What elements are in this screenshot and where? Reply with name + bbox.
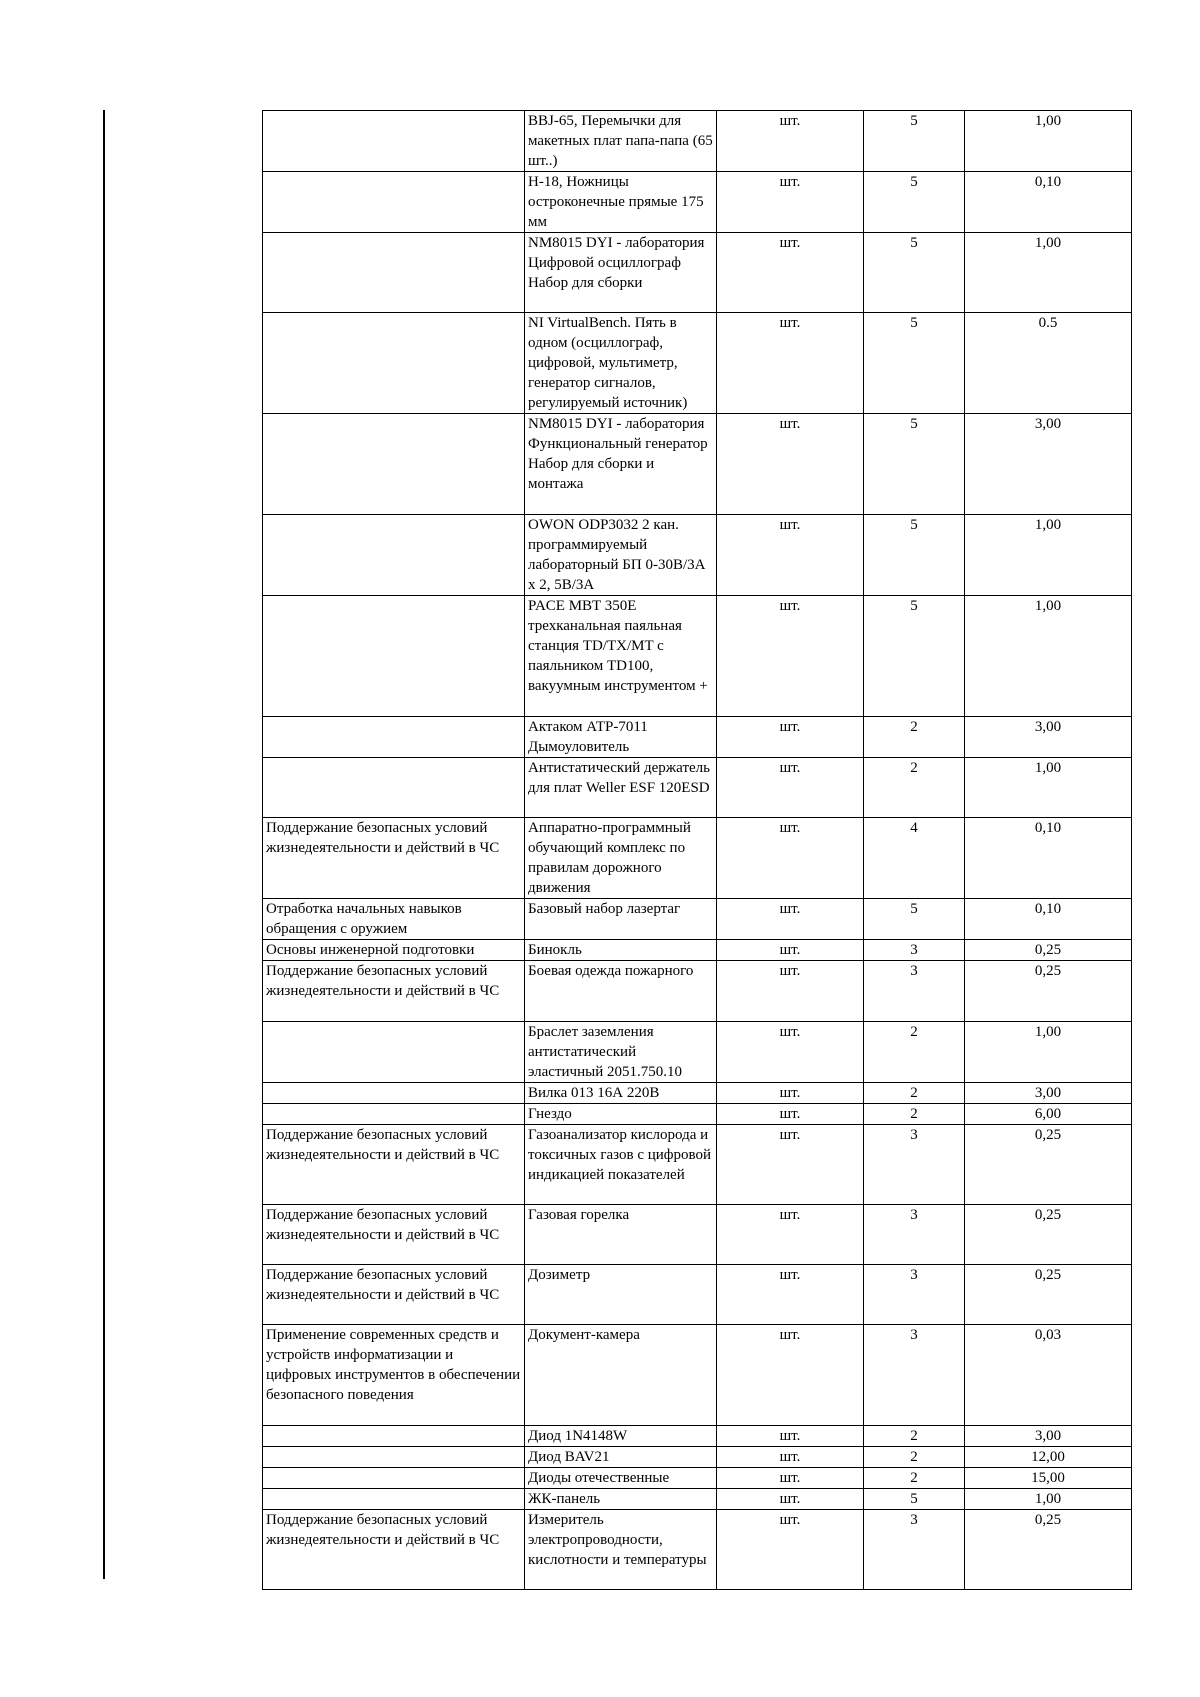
unit-cell: шт.: [717, 233, 864, 313]
table-row: [263, 1104, 1132, 1125]
item-name-cell: BBJ-65, Перемычки для макетных плат папа-папа (65 шт..): [525, 111, 717, 172]
quantity-cell: 5: [864, 899, 965, 940]
unit-cell: шт.: [717, 172, 864, 233]
table-row: [263, 111, 1132, 172]
value-cell: 0,03: [965, 1325, 1132, 1426]
section-cell: [263, 596, 525, 717]
unit-cell: шт.: [717, 961, 864, 1022]
item-name-cell: NI VirtualBench. Пять в одном (осциллограф, цифровой, мультиметр, генератор сигналов, регулируемый источник): [525, 313, 717, 414]
item-name-cell: Бинокль: [525, 940, 717, 961]
quantity-cell: 3: [864, 1510, 965, 1590]
item-name-cell: NM8015 DYI - лаборатория Цифровой осциллограф Набор для сборки: [525, 233, 717, 313]
table-row: [263, 515, 1132, 596]
quantity-cell: 2: [864, 758, 965, 818]
unit-cell: шт.: [717, 111, 864, 172]
section-cell: Поддержание безопасных условий жизнедеятельности и действий в ЧС: [263, 1125, 525, 1205]
section-cell: [263, 1104, 525, 1125]
table-row: [263, 1447, 1132, 1468]
section-cell: [263, 1489, 525, 1510]
section-cell: [263, 233, 525, 313]
unit-cell: шт.: [717, 1325, 864, 1426]
quantity-cell: 2: [864, 1022, 965, 1083]
unit-cell: шт.: [717, 758, 864, 818]
item-name-cell: Браслет заземления антистатический эластичный 2051.750.10: [525, 1022, 717, 1083]
quantity-cell: 2: [864, 1447, 965, 1468]
table-row: [263, 1265, 1132, 1325]
unit-cell: шт.: [717, 1083, 864, 1104]
value-cell: 1,00: [965, 111, 1132, 172]
table-row: [263, 1510, 1132, 1590]
table-row: [263, 414, 1132, 515]
quantity-cell: 5: [864, 515, 965, 596]
value-cell: 0,25: [965, 1125, 1132, 1205]
table-row: [263, 1325, 1132, 1426]
quantity-cell: 5: [864, 111, 965, 172]
section-cell: [263, 515, 525, 596]
value-cell: 0,25: [965, 961, 1132, 1022]
item-name-cell: Документ-камера: [525, 1325, 717, 1426]
value-cell: 15,00: [965, 1468, 1132, 1489]
value-cell: 0,10: [965, 818, 1132, 899]
item-name-cell: Диоды отечественные: [525, 1468, 717, 1489]
quantity-cell: 5: [864, 414, 965, 515]
unit-cell: шт.: [717, 1489, 864, 1510]
item-name-cell: Актаком АТР-7011 Дымоуловитель: [525, 717, 717, 758]
quantity-cell: 3: [864, 1205, 965, 1265]
section-cell: Поддержание безопасных условий жизнедеятельности и действий в ЧС: [263, 1265, 525, 1325]
section-cell: [263, 1083, 525, 1104]
item-name-cell: Дозиметр: [525, 1265, 717, 1325]
unit-cell: шт.: [717, 818, 864, 899]
value-cell: 0,25: [965, 1205, 1132, 1265]
value-cell: 0,25: [965, 1265, 1132, 1325]
table-row: [263, 818, 1132, 899]
value-cell: 3,00: [965, 717, 1132, 758]
value-cell: 1,00: [965, 596, 1132, 717]
value-cell: 12,00: [965, 1447, 1132, 1468]
item-name-cell: Боевая одежда пожарного: [525, 961, 717, 1022]
quantity-cell: 5: [864, 1489, 965, 1510]
quantity-cell: 5: [864, 233, 965, 313]
section-cell: Поддержание безопасных условий жизнедеятельности и действий в ЧС: [263, 961, 525, 1022]
table-row: [263, 940, 1132, 961]
section-cell: Поддержание безопасных условий жизнедеятельности и действий в ЧС: [263, 818, 525, 899]
quantity-cell: 5: [864, 596, 965, 717]
unit-cell: шт.: [717, 1125, 864, 1205]
item-name-cell: Газоанализатор кислорода и токсичных газов с цифровой индикацией показателей: [525, 1125, 717, 1205]
quantity-cell: 5: [864, 313, 965, 414]
value-cell: 0,25: [965, 1510, 1132, 1590]
item-name-cell: OWON ODP3032 2 кан. программируемый лабораторный БП 0-30В/3А x 2, 5В/3А: [525, 515, 717, 596]
value-cell: 1,00: [965, 1022, 1132, 1083]
item-name-cell: Газовая горелка: [525, 1205, 717, 1265]
table-row: [263, 961, 1132, 1022]
table-row: [263, 233, 1132, 313]
table-row: [263, 1468, 1132, 1489]
section-cell: [263, 1468, 525, 1489]
item-name-cell: Диод BAV21: [525, 1447, 717, 1468]
value-cell: 0,10: [965, 172, 1132, 233]
unit-cell: шт.: [717, 1022, 864, 1083]
item-name-cell: PACE MBT 350E трехканальная паяльная станция TD/TX/MT с паяльником TD100, вакуумным инструментом +: [525, 596, 717, 717]
section-cell: [263, 717, 525, 758]
section-cell: [263, 758, 525, 818]
value-cell: 1,00: [965, 233, 1132, 313]
value-cell: 3,00: [965, 414, 1132, 515]
unit-cell: шт.: [717, 899, 864, 940]
table-row: [263, 313, 1132, 414]
quantity-cell: 2: [864, 1468, 965, 1489]
unit-cell: шт.: [717, 414, 864, 515]
item-name-cell: Аппаратно-программный обучающий комплекс по правилам дорожного движения: [525, 818, 717, 899]
unit-cell: шт.: [717, 1205, 864, 1265]
section-cell: Применение современных средств и устройств информатизации и цифровых инструментов в обеспечении безопасного поведения: [263, 1325, 525, 1426]
item-name-cell: Базовый набор лазертаг: [525, 899, 717, 940]
unit-cell: шт.: [717, 1265, 864, 1325]
quantity-cell: 2: [864, 1104, 965, 1125]
value-cell: 3,00: [965, 1426, 1132, 1447]
section-cell: [263, 1447, 525, 1468]
table-row: [263, 899, 1132, 940]
unit-cell: шт.: [717, 596, 864, 717]
value-cell: 3,00: [965, 1083, 1132, 1104]
section-cell: [263, 172, 525, 233]
quantity-cell: 3: [864, 940, 965, 961]
table-row: [263, 758, 1132, 818]
item-name-cell: Диод 1N4148W: [525, 1426, 717, 1447]
quantity-cell: 2: [864, 717, 965, 758]
value-cell: 1,00: [965, 758, 1132, 818]
table-row: [263, 596, 1132, 717]
item-name-cell: ЖК-панель: [525, 1489, 717, 1510]
section-cell: Отработка начальных навыков обращения с оружием: [263, 899, 525, 940]
table-row: [263, 717, 1132, 758]
section-cell: [263, 414, 525, 515]
item-name-cell: Вилка 013 16А 220В: [525, 1083, 717, 1104]
unit-cell: шт.: [717, 1426, 864, 1447]
quantity-cell: 3: [864, 1125, 965, 1205]
equipment-table: [262, 110, 1132, 1590]
table-row: [263, 1125, 1132, 1205]
table-row: [263, 1083, 1132, 1104]
item-name-cell: Антистатический держатель для плат Weller ESF 120ESD: [525, 758, 717, 818]
quantity-cell: 4: [864, 818, 965, 899]
unit-cell: шт.: [717, 1468, 864, 1489]
quantity-cell: 5: [864, 172, 965, 233]
item-name-cell: NM8015 DYI - лаборатория Функциональный генератор Набор для сборки и монтажа: [525, 414, 717, 515]
table-row: [263, 1426, 1132, 1447]
value-cell: 0,10: [965, 899, 1132, 940]
unit-cell: шт.: [717, 515, 864, 596]
value-cell: 0.5: [965, 313, 1132, 414]
left-margin-rule: [103, 110, 105, 1579]
table-row: [263, 172, 1132, 233]
item-name-cell: H-18, Ножницы остроконечные прямые 175 мм: [525, 172, 717, 233]
value-cell: 1,00: [965, 515, 1132, 596]
quantity-cell: 2: [864, 1426, 965, 1447]
section-cell: [263, 313, 525, 414]
quantity-cell: 2: [864, 1083, 965, 1104]
section-cell: Поддержание безопасных условий жизнедеятельности и действий в ЧС: [263, 1510, 525, 1590]
quantity-cell: 3: [864, 961, 965, 1022]
unit-cell: шт.: [717, 717, 864, 758]
quantity-cell: 3: [864, 1265, 965, 1325]
section-cell: [263, 1022, 525, 1083]
item-name-cell: Измеритель электропроводности, кислотности и температуры: [525, 1510, 717, 1590]
value-cell: 6,00: [965, 1104, 1132, 1125]
section-cell: [263, 111, 525, 172]
section-cell: Основы инженерной подготовки: [263, 940, 525, 961]
unit-cell: шт.: [717, 313, 864, 414]
unit-cell: шт.: [717, 1447, 864, 1468]
section-cell: [263, 1426, 525, 1447]
unit-cell: шт.: [717, 1510, 864, 1590]
value-cell: 0,25: [965, 940, 1132, 961]
unit-cell: шт.: [717, 940, 864, 961]
value-cell: 1,00: [965, 1489, 1132, 1510]
table-row: [263, 1205, 1132, 1265]
item-name-cell: Гнездо: [525, 1104, 717, 1125]
table-row: [263, 1022, 1132, 1083]
quantity-cell: 3: [864, 1325, 965, 1426]
section-cell: Поддержание безопасных условий жизнедеятельности и действий в ЧС: [263, 1205, 525, 1265]
table-row: [263, 1489, 1132, 1510]
unit-cell: шт.: [717, 1104, 864, 1125]
